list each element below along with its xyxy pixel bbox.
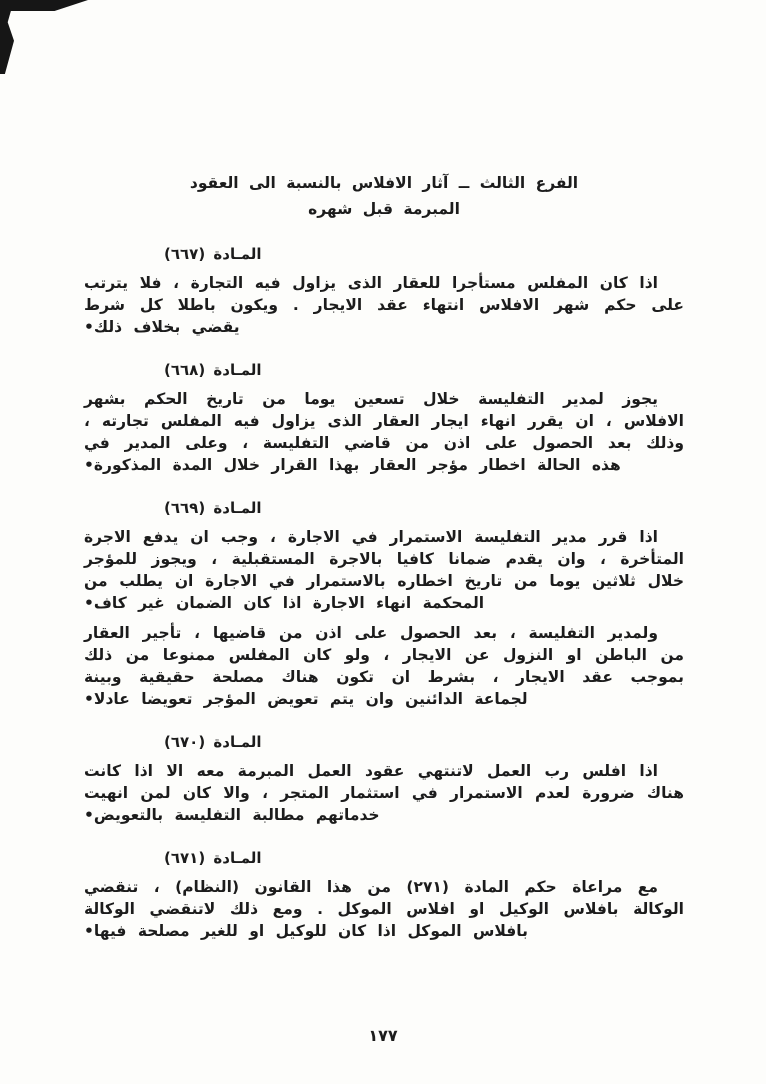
article-668 xyxy=(84,360,684,476)
article-heading: المـادة (٦٧٠) xyxy=(164,733,262,751)
article-heading: المـادة (٦٧١) xyxy=(164,849,262,867)
section-title-line-1: الفرع الثالث ــ آثار الافلاس بالنسبة الى العقود xyxy=(189,174,579,192)
article-paragraph: اذا قرر مدير التفليسة الاستمرار في الاجارة ، وجب ان يدفع الاجرة المتأخرة ، وان يقدم ضمانا كافيا بالاجرة المستقبلية ، ويجوز للمؤجر خلال ثلاثين يوما من تاريخ اخطاره بالاستمرار في الاجارة ان يطلب من المحكمة انهاء الاجارة اذا كان الضمان غير كاف• xyxy=(84,528,684,612)
article-670 xyxy=(84,732,684,826)
article-paragraph: يجوز لمدير التفليسة خلال تسعين يوما من تاريخ الحكم بشهر الافلاس ، ان يقرر انهاء ايجار العقار الذى يزاول فيه المفلس تجارته ، وذلك بعد الحصول على اذن من قاضي التفليسة ، وعلى المدير في هذه الحالة اخطار مؤجر العقار بهذا القرار خلال المدة المذكورة• xyxy=(84,390,684,474)
article-heading: المـادة (٦٦٧) xyxy=(164,245,262,263)
scan-edge-artifact xyxy=(0,0,14,74)
article-paragraph: اذا افلس رب العمل لاتنتهي عقود العمل المبرمة معه الا اذا كانت هناك ضرورة لعدم الاستمرار في استثمار المتجر ، والا كان لمن انهيت خدماتهم مطالبة التفليسة بالتعويض• xyxy=(84,762,684,824)
page-content xyxy=(84,170,684,950)
article-669 xyxy=(84,498,684,710)
article-paragraph: اذا كان المفلس مستأجرا للعقار الذى يزاول فيه التجارة ، فلا يترتب على حكم شهر الافلاس انتهاء عقد الايجار . ويكون باطلا كل شرط يقضي بخلاف ذلك• xyxy=(84,274,684,336)
section-title-line-2: المبرمة قبل شهره xyxy=(308,200,460,218)
article-heading: المـادة (٦٦٨) xyxy=(164,361,262,379)
page-number: ١٧٧ xyxy=(368,1026,398,1045)
article-heading: المـادة (٦٦٩) xyxy=(164,499,262,517)
article-paragraph: ولمدير التفليسة ، بعد الحصول على اذن من قاضيها ، تأجير العقار من الباطن او النزول عن الايجار ، ولو كان المفلس ممنوعا من ذلك بموجب عقد الايجار ، بشرط ان تكون هناك مصلحة حقيقية وبينة لجماعة الدائنين وان يتم تعويض المؤجر تعويضا عادلا• xyxy=(84,624,684,708)
article-671 xyxy=(84,848,684,942)
article-paragraph: مع مراعاة حكم المادة (٢٧١) من هذا القانون (النظام) ، تنقضي الوكالة بافلاس الوكيل او افلاس الموكل . ومع ذلك لاتنقضي الوكالة بافلاس الموكل اذا كان للوكيل او للغير مصلحة فيها• xyxy=(84,878,684,940)
article-667 xyxy=(84,244,684,338)
scan-edge-artifact xyxy=(0,0,88,11)
